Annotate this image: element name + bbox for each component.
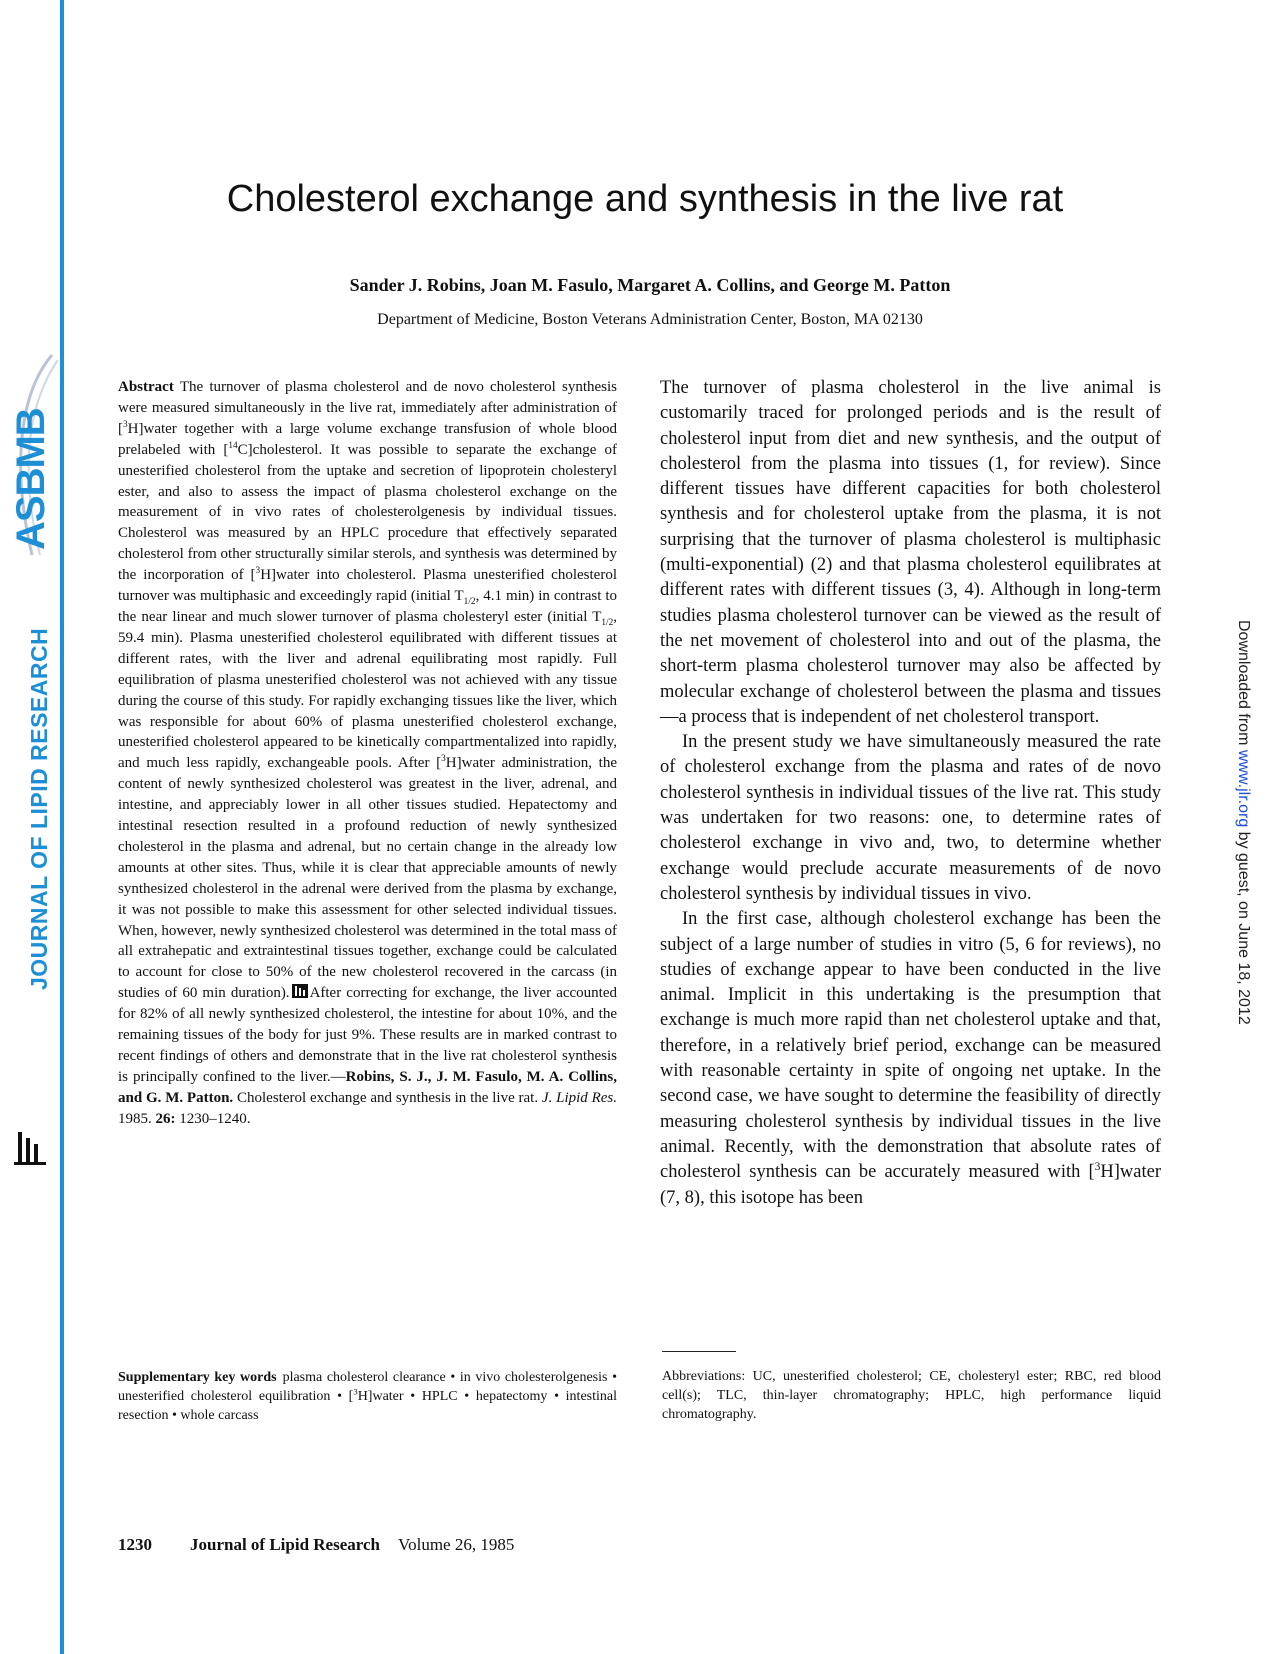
download-suffix: by guest, on June 18, 2012 — [1235, 831, 1252, 1025]
footer-journal: Journal of Lipid Research — [190, 1535, 381, 1554]
abstract-text: After correcting for exchange, the liver accounted for 82% of all newly synthesized cholesterol, the intestine for about 10%, and the remaining tissues of the body for just 9%. These results are in marked contrast to recent findings of others and demonstrate that in the live rat cholesterol synthesis is principally confined to the liver.— — [118, 985, 617, 1085]
key-words — [118, 1368, 617, 1425]
affiliation: Department of Medicine, Boston Veterans Administration Center, Boston, MA 02130 — [377, 311, 923, 328]
subscript: 1/2 — [601, 617, 614, 628]
author-list: Sander J. Robins, Joan M. Fasulo, Margaret A. Collins, and George M. Patton — [349, 275, 951, 295]
body-column — [660, 376, 1161, 1211]
journal-name-vertical: JOURNAL OF LIPID RESEARCH — [26, 627, 52, 990]
download-note — [1234, 620, 1252, 1025]
body-paragraph: In the present study we have simultaneously measured the rate of cholesterol exchange from the plasma and rates of de novo cholesterol synthesis in individual tissues of the live rat. This study was undertaken for two reasons: one, to determine rates of cholesterol exchange in vivo and, two, to determine whether exchange would preclude accurate measurements of de novo cholesterol synthesis by individual tissues in vivo. — [660, 732, 1161, 904]
body-paragraph: The turnover of plasma cholesterol in the live animal is customarily traced for prolonged periods and is the result of cholesterol input from diet and new synthesis, and the output of cholesterol from the plasma into tissues (1, for review). Since different tissues have different capacities for both cholesterol synthesis and for cholesterol uptake from the plasma, it is not surprising that the turnover of plasma cholesterol is multiphasic (multi-exponential) (2) and that plasma cholesterol equilibrates at different rates with different tissues (3, 4). Although in long-term studies plasma cholesterol turnover can be viewed as the result of the net movement of cholesterol into and out of the plasma, the short-term plasma cholesterol turnover may also be affected by molecular exchange of cholesterol between the plasma and tissues—a process that is independent of net cholesterol transport. — [660, 378, 1161, 727]
key-words-label: Supplementary key words — [118, 1370, 277, 1385]
abstract-text: H]water together with a large volume exchange transfusion of whole blood prelabeled with [ — [118, 420, 617, 458]
citation-volume: 26: — [155, 1110, 176, 1127]
footnote: Abbreviations: UC, unesterified cholesterol; CE, cholesteryl ester; RBC, red blood cell(s); TLC, thin-layer chromatography; HPLC, high performance liquid chromatography. — [662, 1369, 1161, 1422]
citation-title: Cholesterol exchange and synthesis in the live rat. — [236, 1089, 539, 1106]
sidebar-rule — [60, 0, 64, 1654]
page-footer — [118, 1535, 514, 1555]
citation-authors: Robins, S. J., J. M. Fasulo, M. A. Collins, and G. M. Patton. — [118, 1068, 617, 1106]
superscript: 3 — [255, 566, 261, 577]
page-number: 1230 — [118, 1535, 152, 1554]
asbmb-logo — [2, 350, 60, 560]
superscript: 3 — [1094, 1161, 1101, 1174]
abstract-text: , 4.1 min) in contrast to the near linear and much slower turnover of plasma cholesteryl ester (initial T — [118, 588, 617, 625]
abstract-text: H]water into cholesterol. Plasma unesterified cholesterol turnover was multiphasic and exceedingly rapid (initial T — [118, 567, 617, 605]
footnote-divider — [662, 1351, 736, 1352]
footer-volume: Volume 26, 1985 — [398, 1535, 515, 1554]
superscript: 3 — [441, 754, 446, 765]
key-words-text: plasma cholesterol clearance • in vivo cholesterolgenesis • unesterified cholesterol equilibration • [ — [118, 1370, 617, 1404]
citation-journal: J. Lipid Res. — [541, 1089, 618, 1106]
body-paragraph — [660, 907, 1161, 1211]
body-text: In the first case, although cholesterol exchange has been the subject of a large number of studies in vitro (5, 6 for reviews), no studies of exchange appear to have been conducted in the live animal. Implicit in this undertaking is the presumption that exchange is much more rapid than net cholesterol uptake and that, therefore, in a relatively brief period, exchange can be measured with reasonable certainty in spite of ongoing net uptake. In the second case, we have sought to determine the feasibility of directly measuring cholesterol synthesis by individual tissues in the live animal. Recently, with the demonstration that absolute rates of cholesterol synthesis can be accurately measured with [ — [660, 909, 1161, 1183]
abstract-text: , 59.4 min). Plasma unesterified cholesterol equilibrated with different tissues at different rates, with the liver and adrenal equilibrating most rapidly. Full equilibration of plasma unesterified cholesterol was not achieved with any tissue during the course of this study. For rapidly exchanging tissues like the liver, which was responsible for about 60% of plasma unesterified cholesterol exchange, unesterified cholesterol appeared to be kinetically compartmentalized into rapidly, and much less rapidly, exchangeable pools. After [ — [118, 608, 617, 772]
subscript: 1/2 — [463, 597, 476, 608]
jlr-inline-icon — [292, 984, 308, 998]
citation-pages: 1230–1240. — [179, 1110, 251, 1127]
abstract-label: Abstract — [118, 379, 174, 395]
superscript: 3 — [353, 1386, 358, 1397]
jlr-logo-icon — [14, 1130, 48, 1166]
jlr-site-link[interactable]: www.jlr.org — [1235, 749, 1252, 828]
download-prefix: Downloaded from — [1235, 620, 1252, 746]
body-text: H]water (7, 8), this isotope has been — [660, 1162, 1161, 1208]
abstract — [118, 377, 617, 1130]
superscript: 14 — [228, 440, 238, 451]
abstract-text: The turnover of plasma cholesterol and de novo cholesterol synthesis were measured simultaneously in the live rat, immediately after administration of [ — [118, 379, 617, 437]
asbmb-wordmark: ASBMB — [9, 408, 53, 550]
key-words-text: H]water • HPLC • hepatectomy • intestinal resection • whole carcass — [118, 1389, 617, 1423]
abstract-text: C]cholesterol. It was possible to separate the exchange of unesterified cholesterol from the uptake and secretion of lipoprotein cholesteryl ester, and also to assess the impact of plasma cholesterol exchange on the measurement of in vivo rates of cholesterolgenesis by individual tissues. Cholesterol was measured by an HPLC procedure that effectively separated cholesterol from other structurally similar sterols, and synthesis was determined by the incorporation of [ — [118, 441, 618, 584]
left-sidebar — [0, 0, 64, 1654]
superscript: 3 — [123, 419, 128, 430]
citation-year: 1985. — [118, 1110, 152, 1127]
abstract-text: H]water administration, the content of newly synthesized cholesterol was greatest in the liver, adrenal, and intestine, and appreciably lower in all other tissues studied. Hepatectomy and intestinal resection resulted in a profound reduction of newly synthesized cholesterol in the plasma and adrenal, but no certain change in the already low amounts at other sites. Thus, while it is clear that appreciable amounts of newly synthesized cholesterol in the adrenal were derived from the plasma by exchange, it was not possible to make this assessment for other selected individual tissues. When, however, newly synthesized cholesterol was determined in the total mass of all extrahepatic and extraintestinal tissues together, exchange could be calculated to account for close to 50% of the new cholesterol recovered in the carcass (in studies of 60 min duration). — [118, 755, 617, 1002]
article-title: Cholesterol exchange and synthesis in the live rat — [226, 178, 1064, 220]
